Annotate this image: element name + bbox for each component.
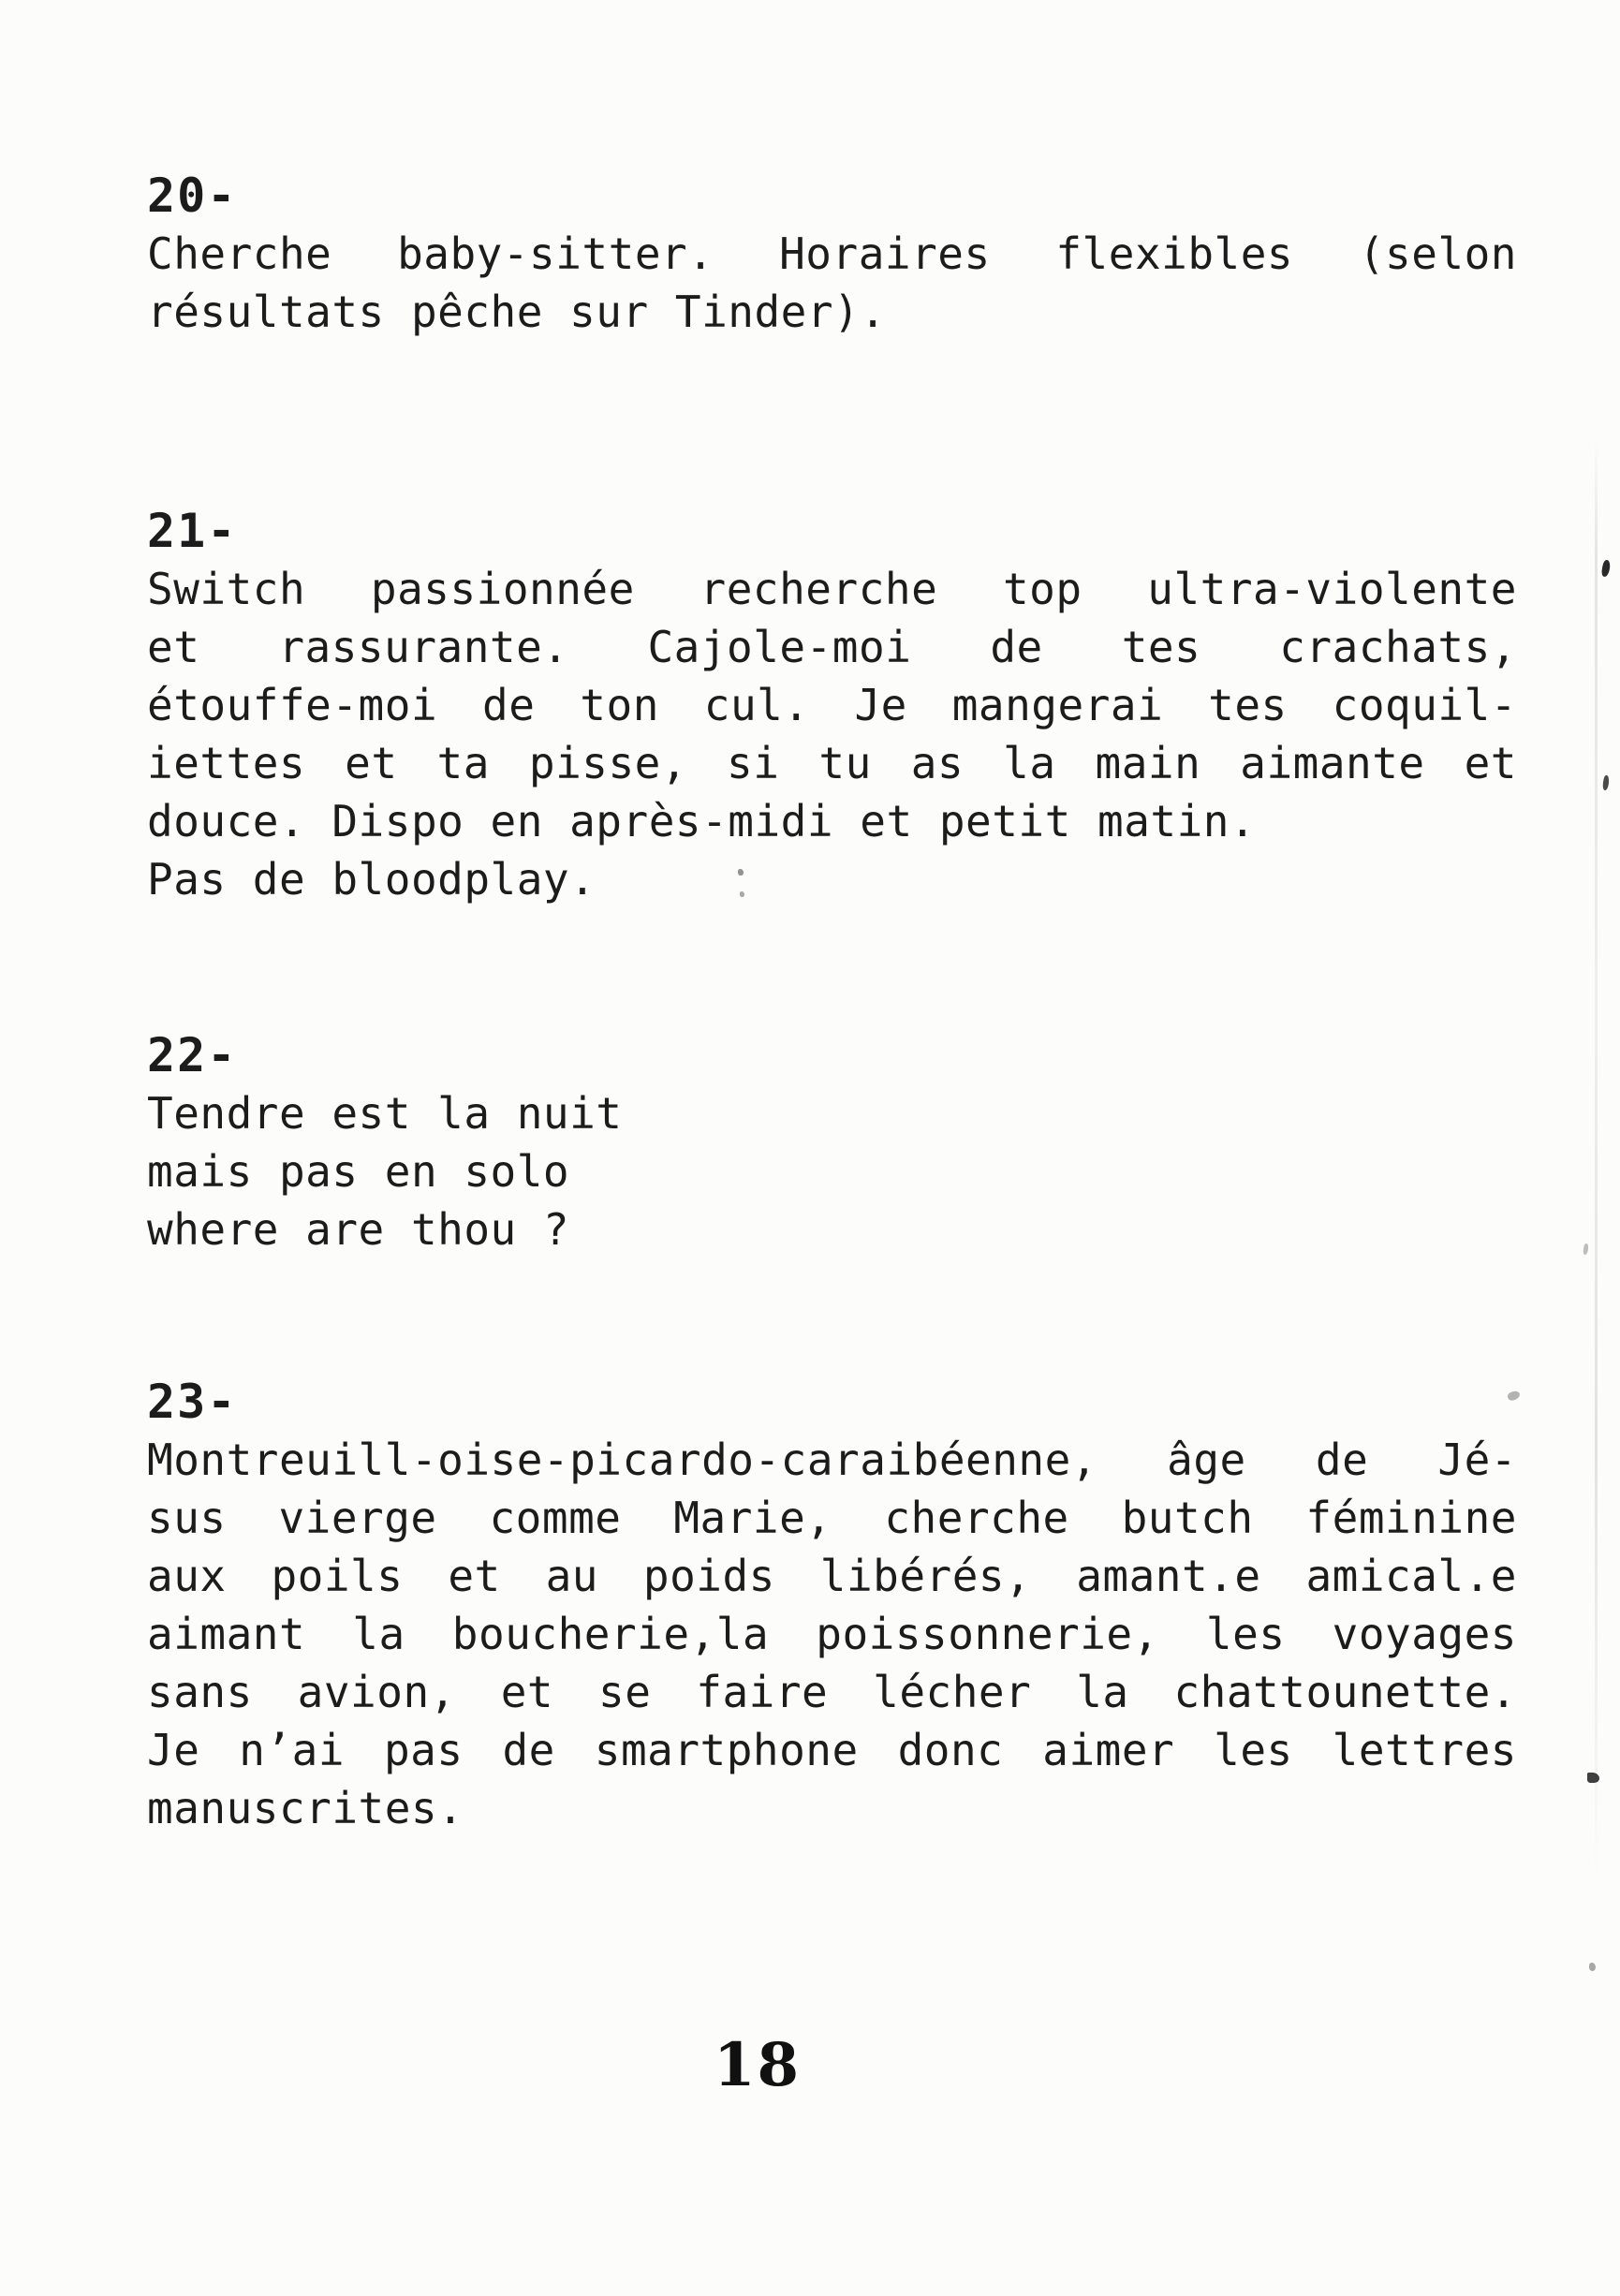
ad-text-line: Montreuill-oise-picardo-caraibéenne, âge de Jé- [147, 1435, 1517, 1485]
ad-entry-23 [147, 1373, 1517, 1837]
ad-text-line: aimant la boucherie,la poissonnerie, les voyages [147, 1609, 1517, 1659]
ad-text-line: résultats pêche sur Tinder). [147, 287, 887, 337]
scan-artifact [1600, 559, 1612, 577]
scan-artifact [740, 891, 744, 897]
ad-text-line: where are thou ? [147, 1204, 570, 1255]
ad-text-line: sans avion, et se faire lécher la chattounette. [147, 1667, 1517, 1717]
ad-text-line: mais pas en solo [147, 1146, 570, 1197]
ad-text-line: aux poils et au poids libérés, amant.e amical.e [147, 1551, 1517, 1601]
ad-number: 21- [147, 504, 238, 558]
ad-number: 20- [147, 169, 238, 223]
ad-text-line: Cherche baby-sitter. Horaires flexibles (selon [147, 228, 1517, 279]
ad-text-line: douce. Dispo en après-midi et petit matin. [147, 796, 1257, 846]
ad-text-line: Pas de bloodplay. [147, 854, 596, 905]
ad-text-line: iettes et ta pisse, si tu as la main aimante et [147, 738, 1517, 788]
scan-artifact [1587, 1773, 1599, 1783]
ad-text-line: sus vierge comme Marie, cherche butch féminine [147, 1493, 1517, 1543]
scan-artifact [738, 869, 744, 876]
ad-entry-20 [147, 167, 1517, 341]
ad-number: 22- [147, 1028, 238, 1082]
page-number: 18 [714, 2030, 802, 2100]
ad-text-line: et rassurante. Cajole-moi de tes crachats, [147, 622, 1517, 672]
ad-text-line: manuscrites. [147, 1783, 464, 1833]
scan-artifact [1602, 775, 1610, 791]
ad-number: 23- [147, 1375, 238, 1429]
ad-text-line: étouffe-moi de ton cul. Je mangerai tes coquil- [147, 680, 1517, 730]
scan-crease-artifact [1595, 440, 1598, 1882]
ad-text-line: Je n’ai pas de smartphone donc aimer les lettres [147, 1725, 1517, 1775]
ad-text-line: Switch passionnée recherche top ultra-violente [147, 564, 1517, 614]
scan-artifact [1589, 1963, 1596, 1971]
ad-entry-22 [147, 1026, 1517, 1258]
scan-artifact [1583, 1244, 1589, 1256]
ad-text-line: Tendre est la nuit [147, 1088, 623, 1139]
ad-entry-21 [147, 502, 1517, 908]
text-block [147, 167, 1517, 1837]
